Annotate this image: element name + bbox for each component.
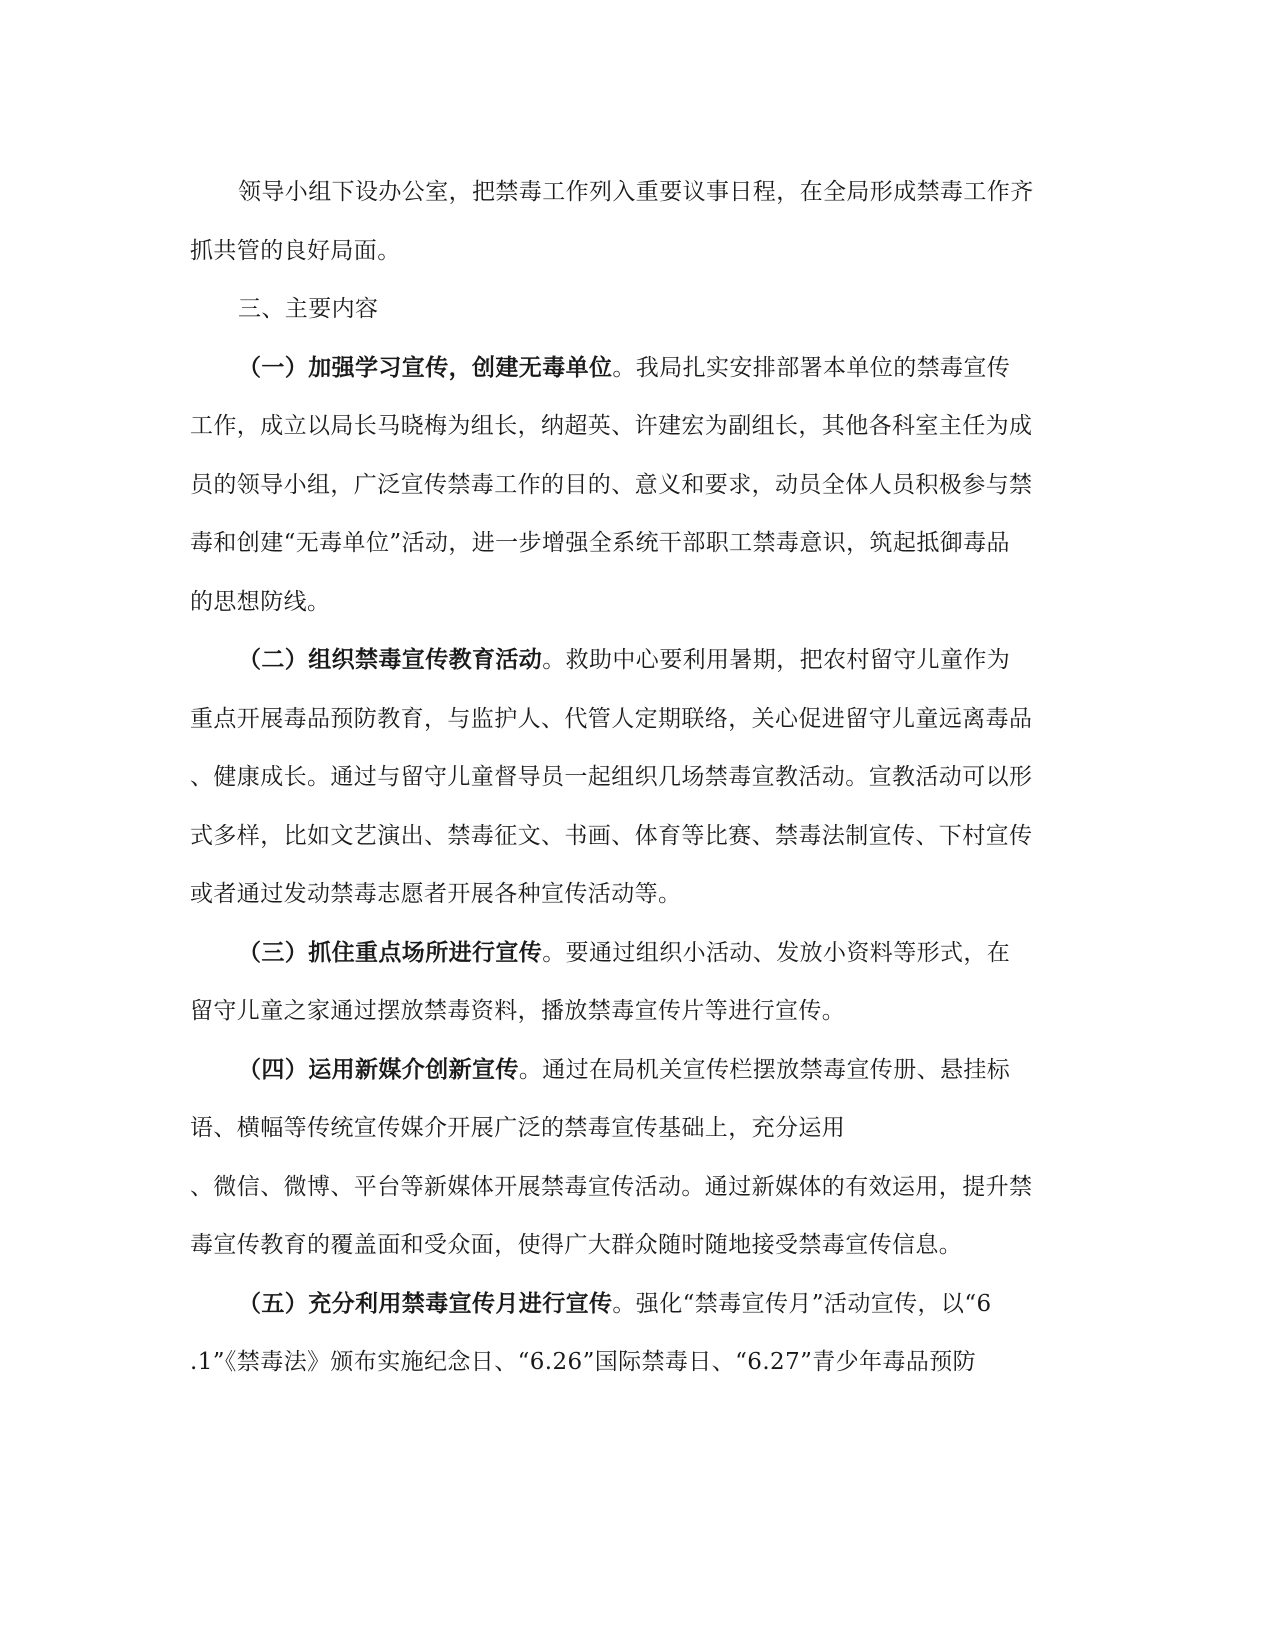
item-heading-continuation: 。要通过组织小活动、发放小资料等形式，在 bbox=[542, 939, 1011, 966]
text-line: 重点开展毒品预防教育，与监护人、代管人定期联络，关心促进留守儿童远离毒品 bbox=[190, 705, 1033, 732]
text-line: 工作，成立以局长马晓梅为组长，纳超英、许建宏为副组长，其他各科室主任为成 bbox=[190, 413, 1033, 439]
text-line: 、健康成长。通过与留守儿童督导员一起组织几场禁毒宣教活动。宣教活动可以形 bbox=[190, 764, 1033, 790]
text-line: 、微信、微博、平台等新媒体开展禁毒宣传活动。通过新媒体的有效运用，提升禁 bbox=[190, 1173, 1033, 1200]
text-line bbox=[190, 631, 1085, 690]
text-line: 领导小组下设办公室，把禁毒工作列入重要议事日程，在全局形成禁毒工作齐 bbox=[238, 179, 1034, 205]
text-line: 式多样，比如文艺演出、禁毒征文、书画、体育等比赛、禁毒法制宣传、下村宣传 bbox=[190, 822, 1033, 849]
text-line: 的思想防线。 bbox=[190, 588, 331, 615]
paragraph-item-1 bbox=[190, 339, 1085, 632]
item-heading: （一）加强学习宣传，创建无毒单位 bbox=[238, 353, 613, 381]
item-heading: （五）充分利用禁毒宣传月进行宣传 bbox=[238, 1289, 613, 1317]
item-heading: （三）抓住重点场所进行宣传 bbox=[238, 938, 543, 966]
text-line bbox=[190, 924, 1085, 983]
item-heading-continuation: 。通过在局机关宣传栏摆放禁毒宣传册、悬挂标 bbox=[518, 1056, 1011, 1083]
text-line: .1”《禁毒法》颁布实施纪念日、“6.26”国际禁毒日、“6.27”青少年毒品预防 bbox=[190, 1349, 977, 1375]
paragraph-item-3 bbox=[190, 924, 1085, 1041]
item-heading: （二）组织禁毒宣传教育活动 bbox=[238, 646, 543, 673]
section-heading-text: 三、主要内容 bbox=[238, 296, 379, 322]
paragraph-item-4 bbox=[190, 1041, 1085, 1275]
text-line bbox=[190, 1275, 1085, 1334]
document-body bbox=[190, 163, 1085, 1392]
text-line bbox=[190, 339, 1085, 398]
text-line: 语、横幅等传统宣传媒介开展广泛的禁毒宣传基础上，充分运用 bbox=[190, 1115, 846, 1141]
text-line: 或者通过发动禁毒志愿者开展各种宣传活动等。 bbox=[190, 881, 682, 907]
item-heading-continuation: 。我局扎实安排部署本单位的禁毒宣传 bbox=[612, 354, 1011, 381]
paragraph-item-2 bbox=[190, 631, 1085, 924]
item-heading: （四）运用新媒介创新宣传 bbox=[238, 1055, 519, 1083]
text-line: 抓共管的良好局面。 bbox=[190, 237, 401, 264]
paragraph-leading-group-office bbox=[190, 163, 1085, 280]
text-line: 毒和创建“无毒单位”活动，进一步增强全系统干部职工禁毒意识，筑起抵御毒品 bbox=[190, 530, 1010, 556]
text-line: 员的领导小组，广泛宣传禁毒工作的目的、意义和要求，动员全体人员积极参与禁 bbox=[190, 471, 1033, 498]
item-heading-continuation: 。救助中心要利用暑期，把农村留守儿童作为 bbox=[542, 647, 1011, 673]
paragraph-item-5 bbox=[190, 1275, 1085, 1392]
text-line: 毒宣传教育的覆盖面和受众面，使得广大群众随时随地接受禁毒宣传信息。 bbox=[190, 1232, 963, 1258]
item-heading-continuation: 。强化“禁毒宣传月”活动宣传，以“6 bbox=[612, 1290, 992, 1317]
section-heading-main-content bbox=[190, 280, 1085, 339]
text-line: 留守儿童之家通过摆放禁毒资料，播放禁毒宣传片等进行宣传。 bbox=[190, 998, 846, 1024]
text-line bbox=[190, 1041, 1085, 1100]
